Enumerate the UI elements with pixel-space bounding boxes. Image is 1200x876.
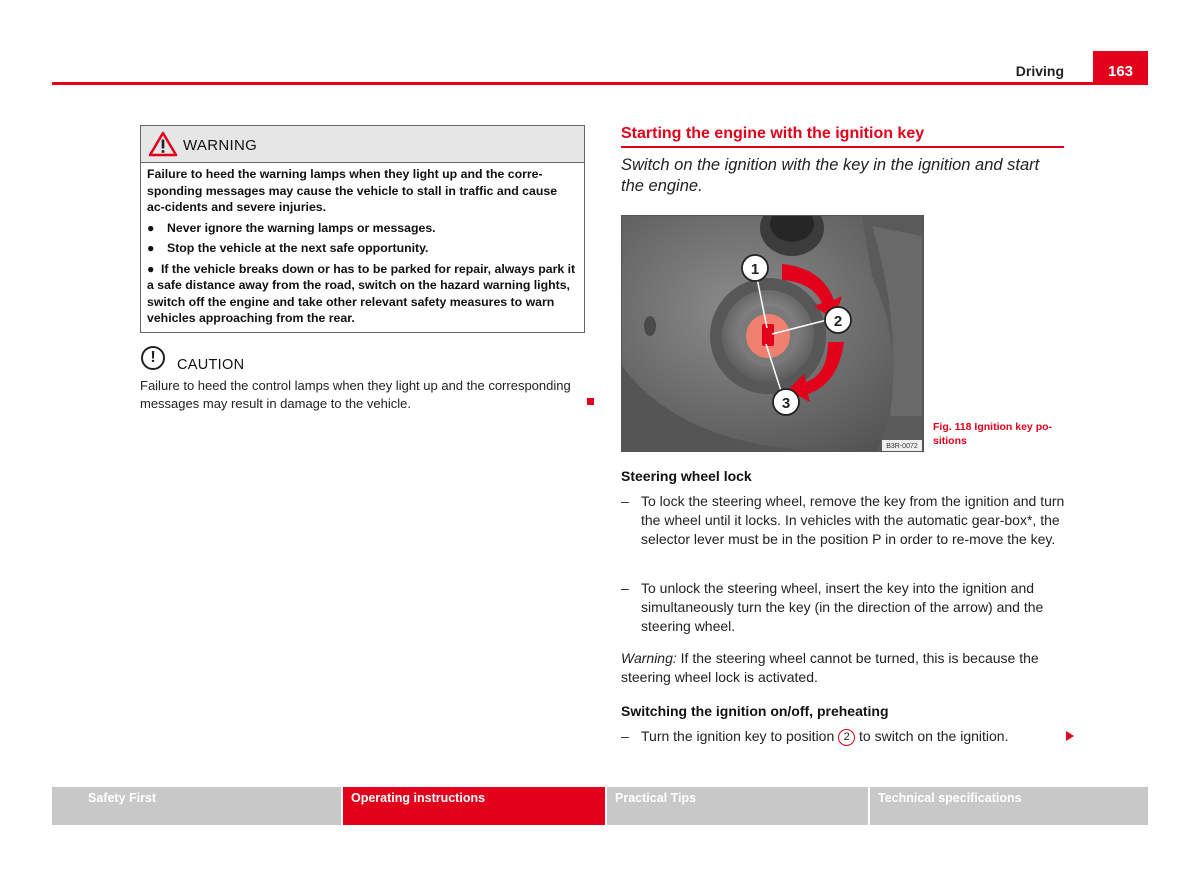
figure-code: B3R-0072 [886, 443, 918, 450]
list-item-text: To lock the steering wheel, remove the key from the ignition and turn the wheel until it locks. In vehicles with the automatic gear-box*, the selector lever must be in the position P in order to re-move the key. [641, 493, 1065, 547]
position-2-icon: 2 [838, 729, 855, 746]
caution-title: CAUTION [177, 357, 245, 373]
warning-bullet-text: Stop the vehicle at the next safe opportunity. [167, 241, 429, 255]
section-heading-rule [621, 146, 1064, 148]
figure-caption: Fig. 118 Ignition key po-sitions [933, 421, 1053, 447]
list-item [621, 492, 1066, 549]
list-item-text: To unlock the steering wheel, insert the key into the ignition and simultaneously turn the key (in the direction of the arrow) and the steering wheel. [641, 580, 1044, 634]
page-number: 163 [1093, 51, 1148, 85]
section-intro: Switch on the ignition with the key in the ignition and start the engine. [621, 156, 1040, 195]
steering-lock-heading: Steering wheel lock [621, 468, 752, 484]
dash-marker: – [621, 493, 629, 509]
list-item [621, 727, 1066, 746]
svg-text:2: 2 [833, 313, 843, 330]
header-rule [52, 82, 1148, 85]
warning-triangle-icon [148, 131, 178, 157]
continue-arrow-icon [1066, 731, 1074, 741]
tab-practical-tips[interactable]: Practical Tips [607, 787, 868, 825]
note-label: Warning: [621, 650, 677, 666]
ignition-text-end: to switch on the ignition. [855, 728, 1009, 744]
position-marker-2 [825, 307, 851, 333]
warning-bullet [147, 220, 578, 237]
position-marker-1 [742, 255, 768, 281]
bullet-icon: ● [147, 220, 155, 235]
warning-body [141, 163, 584, 327]
steering-lock-note [621, 649, 1066, 687]
warning-bullet-text: If the vehicle breaks down or has to be parked for repair, always park it a safe distance away from the road, switch on the hazard warning lights, switch off the engine and take other relevant safety measures to warn vehicles approaching from the rear. [147, 261, 576, 325]
dash-marker: – [621, 728, 629, 744]
list-item [621, 579, 1066, 636]
dash-marker: – [621, 580, 629, 596]
caution-icon: ! [141, 346, 165, 370]
warning-title: WARNING [183, 137, 258, 154]
warning-bullet-text: Never ignore the warning lamps or messages. [167, 220, 436, 235]
position-marker-3 [773, 389, 799, 415]
bullet-icon: ● [147, 261, 155, 276]
warning-intro: Failure to heed the warning lamps when they light up and the corre-sponding messages may cause the vehicle to stall in traffic and cause ac-cidents and severe injuries. [147, 167, 558, 214]
svg-text:1: 1 [750, 261, 760, 278]
warning-box [140, 125, 585, 333]
warning-header [141, 126, 584, 163]
tab-operating-instructions[interactable]: Operating instructions [343, 787, 605, 825]
bullet-icon: ● [147, 241, 155, 255]
ignition-text-start: Turn the ignition key to position [641, 728, 839, 744]
list-item-text [641, 727, 1066, 746]
note-text: If the steering wheel cannot be turned, this is because the steering wheel lock is activated. [621, 650, 1039, 685]
section-title: Driving [1015, 63, 1064, 79]
tab-technical-specifications[interactable]: Technical specifications [870, 787, 1148, 825]
tab-safety-first[interactable]: Safety First [52, 787, 341, 825]
svg-text:3: 3 [781, 395, 791, 412]
ignition-heading: Switching the ignition on/off, preheating [621, 703, 889, 719]
ignition-key-figure [621, 215, 924, 452]
warning-bullet [147, 240, 578, 257]
warning-bullet [147, 261, 578, 327]
section-heading: Starting the engine with the ignition key [621, 125, 925, 142]
end-of-section-marker [587, 398, 594, 405]
caution-text: Failure to heed the control lamps when they light up and the corresponding messages may result in damage to the vehicle. [140, 378, 571, 411]
ignition-illustration [622, 216, 923, 451]
footer-nav [52, 787, 1148, 825]
